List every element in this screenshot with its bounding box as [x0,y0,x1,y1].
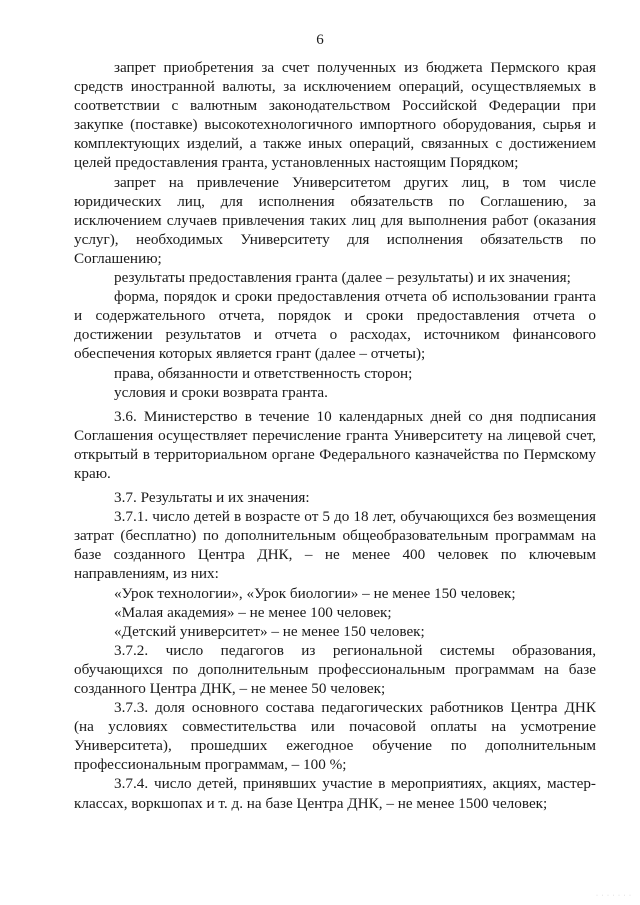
paragraph-3-7-3: 3.7.3. доля основного состава педагогических работников Центра ДНК (на условиях совместительства или почасовой оплаты на усмотрение Университета), прошедших ежегодное обучение по дополнительным профессиональным программам, – 100 %; [74,699,596,774]
document-body [74,58,596,813]
list-item-children-university: «Детский университет» – не менее 150 человек; [114,622,425,640]
paragraph-3-7-2: 3.7.2. число педагогов из региональной системы образования, обучающихся по дополнительным профессиональным программам на базе созданного Центра ДНК, – не менее 50 человек; [74,641,596,697]
paragraph-report-forms: форма, порядок и сроки предоставления отчета об использовании гранта и содержательного отчета, порядок и сроки предоставления отчета о достижении результатов и отчета о расходах, источником финансового обеспечения которых является грант (далее – отчеты); [74,288,596,363]
paragraph-third-party-prohibition: запрет на привлечение Университетом других лиц, в том числе юридических лиц, для исполнения обязательств по Соглашению, за исключением случаев привлечения таких лиц для выполнения работ (оказания услуг), необходимых Университету для исполнения обязательств по Соглашению; [74,173,596,267]
paragraph-results: результаты предоставления гранта (далее – результаты) и их значения; [114,269,571,287]
paragraph-rights: права, обязанности и ответственность сторон; [114,364,413,382]
page-number: 6 [316,32,324,48]
paragraph-3-7-1: 3.7.1. число детей в возрасте от 5 до 18 лет, обучающихся без возмещения затрат (бесплатно) по дополнительным общеобразовательным программам на базе созданного Центра ДНК, – не менее 400 человек по ключевым направлениям, из них: [74,508,596,583]
list-item-small-academy: «Малая академия» – не менее 100 человек; [114,603,392,621]
scan-artifact-mark: · · · · · · · [596,893,632,899]
list-item-technology-biology: «Урок технологии», «Урок биологии» – не менее 150 человек; [114,584,516,602]
paragraph-3-7: 3.7. Результаты и их значения: [114,489,310,507]
paragraph-return-conditions: условия и сроки возврата гранта. [114,383,328,401]
paragraph-currency-prohibition: запрет приобретения за счет полученных из бюджета Пермского края средств иностранной валюты, за исключением операций, осуществляемых в соответствии с валютным законодательством Российской Федерации при закупке (поставке) высокотехнологичного импортного оборудования, сырья и комплектующих изделий, а также иных операций, связанных с достижением целей предоставления гранта, установленных настоящим Порядком; [74,59,596,172]
paragraph-3-7-4: 3.7.4. число детей, принявших участие в мероприятиях, акциях, мастер-классах, воркшопах и т. д. на базе Центра ДНК, – не менее 1500 человек; [74,775,596,812]
paragraph-3-6: 3.6. Министерство в течение 10 календарных дней со дня подписания Соглашения осуществляет перечисление гранта Университету на лицевой счет, открытый в территориальном органе Федерального казначейства по Пермскому краю. [74,407,596,482]
